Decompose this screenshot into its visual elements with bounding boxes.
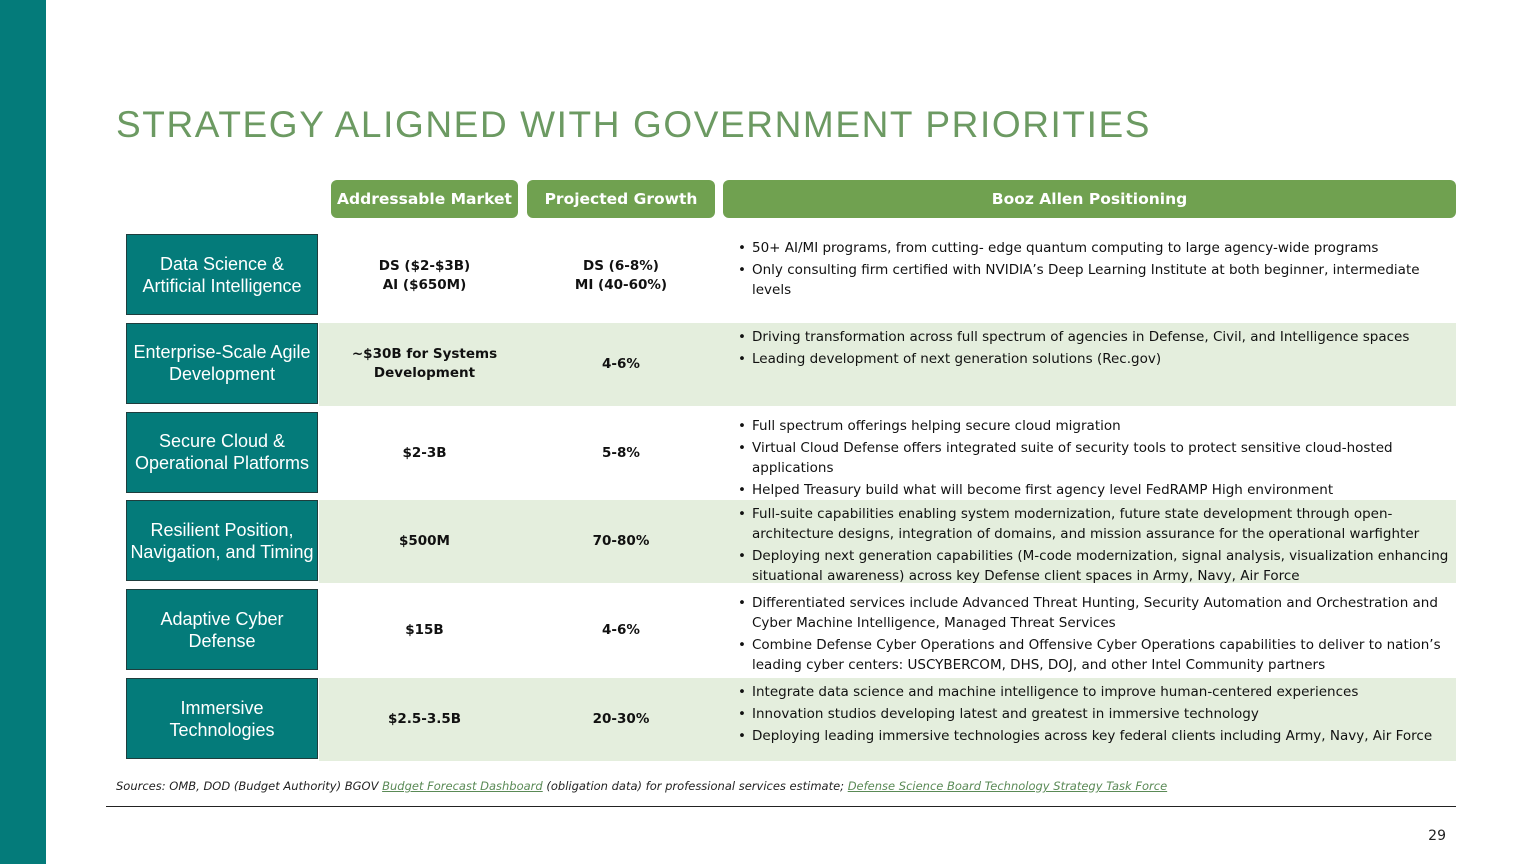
table-row [126,323,1456,406]
sources-note [116,779,1167,793]
header-projected-growth: Projected Growth [527,180,715,218]
positioning-bullet: • Only consulting firm certified with NVIDIA’s Deep Learning Institute at both beginner, intermediate levels [728,260,1454,300]
growth-value: DS (6-8%) [583,257,659,274]
growth-cell [527,500,715,583]
positioning-bullet: • Leading development of next generation solutions (Rec.gov) [728,349,1454,369]
positioning-list [728,682,1454,748]
header-positioning: Booz Allen Positioning [723,180,1456,218]
page-title: STRATEGY ALIGNED WITH GOVERNMENT PRIORITIES [116,104,1152,145]
growth-cell [527,234,715,317]
market-cell [331,323,518,406]
positioning-bullet: • 50+ AI/MI programs, from cutting- edge quantum computing to large agency-wide programs [728,238,1454,258]
footer-divider [106,806,1456,807]
growth-value: 4-6% [602,622,640,639]
positioning-bullet: • Integrate data science and machine intelligence to improve human-centered experiences [728,682,1454,702]
market-value: $2-3B [402,444,447,461]
table-row [126,500,1456,583]
positioning-list [728,327,1454,371]
positioning-bullet: • Full spectrum offerings helping secure cloud migration [728,416,1454,436]
positioning-bullet: • Combine Defense Cyber Operations and Offensive Cyber Operations capabilities to deliver to nation’s leading cyber centers: USCYBERCOM, DHS, DOJ, and other Intel Community partners [728,635,1454,675]
category-box: Enterprise-Scale Agile Development [126,323,318,404]
positioning-list [728,593,1454,677]
budget-forecast-link[interactable]: Budget Forecast Dashboard [382,779,543,793]
table-row [126,678,1456,761]
positioning-bullet: • Full-suite capabilities enabling system modernization, future state development through open-architecture designs, integration of domains, and mission assurance for the operational warfighter [728,504,1454,544]
table-row [126,589,1456,672]
growth-value: MI (40-60%) [574,276,668,293]
side-band [0,0,46,864]
market-cell [331,234,518,317]
market-value: $2.5-3.5B [387,711,462,727]
task-force-link[interactable]: Defense Science Board Technology Strategy Task Force [847,779,1168,793]
market-value: Development [373,365,476,382]
growth-value: 4-6% [602,355,640,372]
header-addressable-market: Addressable Market [331,180,518,218]
positioning-bullet: • Virtual Cloud Defense offers integrated suite of security tools to protect sensitive cloud-hosted applications [728,438,1454,478]
category-box: Adaptive Cyber Defense [126,589,318,670]
market-value: AI ($650M) [382,276,467,293]
growth-cell [527,412,715,495]
sources-prefix: Sources: OMB, DOD (Budget Authority) BGOV [116,779,383,793]
market-value: $500M [398,533,450,550]
market-cell [331,589,518,672]
growth-cell [527,323,715,406]
positioning-list [728,416,1454,502]
sources-middle: (obligation data) for professional services estimate; [542,779,848,793]
positioning-list [728,504,1454,588]
category-box: Resilient Position, Navigation, and Timing [126,500,318,581]
growth-value: 20-30% [592,711,650,727]
positioning-bullet: • Deploying leading immersive technologies across key federal clients including Army, Navy, Air Force [728,726,1454,746]
positioning-list [728,238,1454,302]
category-box: Immersive Technologies [126,678,318,759]
table-row [126,412,1456,498]
market-cell [331,412,518,495]
market-cell [331,678,518,761]
page-number: 29 [1428,828,1446,844]
table-row [126,234,1456,317]
market-cell [331,500,518,583]
growth-cell [527,589,715,672]
category-box: Data Science & Artificial Intelligence [126,234,318,315]
market-value: $15B [405,622,444,639]
positioning-bullet: • Differentiated services include Advanced Threat Hunting, Security Automation and Orchestration and Cyber Machine Intelligence, Managed Threat Services [728,593,1454,633]
positioning-bullet: • Driving transformation across full spectrum of agencies in Defense, Civil, and Intelligence spaces [728,327,1454,347]
positioning-bullet: • Deploying next generation capabilities (M-code modernization, signal analysis, visualization enhancing situational awareness) across key Defense client spaces in Army, Navy, Air Force [728,546,1454,586]
growth-value: 5-8% [602,444,640,461]
growth-value: 70-80% [592,533,650,550]
positioning-bullet: • Helped Treasury build what will become first agency level FedRAMP High environment [728,480,1454,500]
growth-cell [527,678,715,761]
market-value: ~$30B for Systems [351,346,498,363]
market-value: DS ($2-$3B) [378,257,471,274]
category-box: Secure Cloud & Operational Platforms [126,412,318,493]
positioning-bullet: • Innovation studios developing latest and greatest in immersive technology [728,704,1454,724]
